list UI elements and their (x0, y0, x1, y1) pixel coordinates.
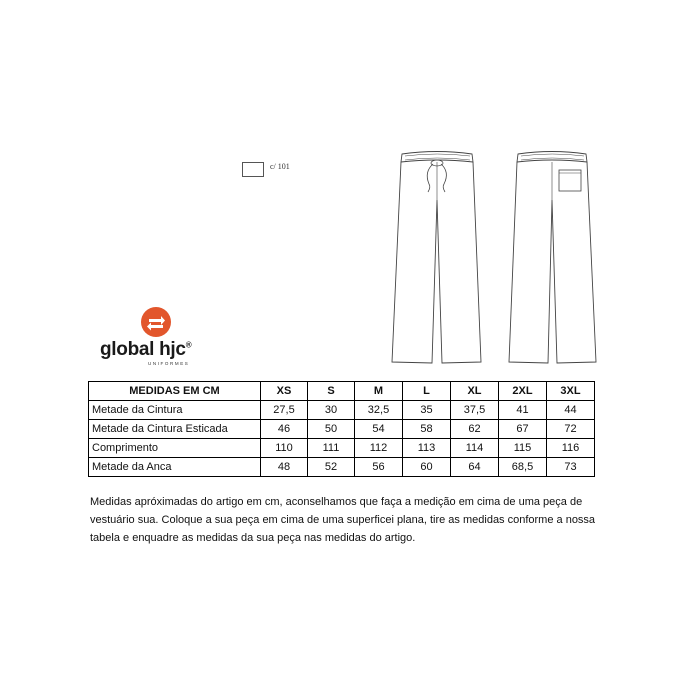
brand-logo-icon (140, 306, 172, 338)
table-cell: 62 (451, 420, 499, 439)
table-cell: 67 (499, 420, 547, 439)
table-cell: 27,5 (261, 401, 308, 420)
table-cell: 60 (403, 458, 451, 477)
table-cell: 64 (451, 458, 499, 477)
table-cell: 32,5 (355, 401, 403, 420)
row-label: Metade da Cintura Esticada (89, 420, 261, 439)
header-measures: MEDIDAS EM CM (89, 382, 261, 401)
row-label: Metade da Anca (89, 458, 261, 477)
header-size-xs: XS (261, 382, 308, 401)
brand-tagline: UNIFORMES (148, 361, 190, 366)
table-cell: 116 (547, 439, 595, 458)
header-size-2xl: 2XL (499, 382, 547, 401)
table-row (89, 458, 595, 477)
table-header-row (89, 382, 595, 401)
table-cell: 113 (403, 439, 451, 458)
table-row (89, 439, 595, 458)
header-size-l: L (403, 382, 451, 401)
table-cell: 58 (403, 420, 451, 439)
brand-name: global hjc® (100, 339, 192, 360)
header-size-3xl: 3XL (547, 382, 595, 401)
table-cell: 46 (261, 420, 308, 439)
table-cell: 111 (308, 439, 355, 458)
table-cell: 54 (355, 420, 403, 439)
table-cell: 110 (261, 439, 308, 458)
swatch-label: c/ 101 (270, 162, 290, 171)
row-label: Comprimento (89, 439, 261, 458)
row-label: Metade da Cintura (89, 401, 261, 420)
table-cell: 52 (308, 458, 355, 477)
brand-logo (96, 306, 226, 370)
table-cell: 48 (261, 458, 308, 477)
header-size-xl: XL (451, 382, 499, 401)
table-cell: 115 (499, 439, 547, 458)
trousers-drawing (380, 140, 620, 380)
table-cell: 112 (355, 439, 403, 458)
color-swatch (242, 162, 264, 177)
table-cell: 37,5 (451, 401, 499, 420)
table-cell: 68,5 (499, 458, 547, 477)
table-row (89, 420, 595, 439)
table-cell: 44 (547, 401, 595, 420)
table-cell: 41 (499, 401, 547, 420)
trousers-back-view (509, 152, 596, 364)
table-cell: 50 (308, 420, 355, 439)
table-cell: 30 (308, 401, 355, 420)
header-size-m: M (355, 382, 403, 401)
measurement-note: Medidas apróximadas do artigo em cm, aconselhamos que faça a medição em cima de uma peça de vestuário sua. Coloque a sua peça em cima de uma superficei plana, tire as medidas conforme a nossa tabela e enquadre as medidas da sua peça nas medidas do artigo. (90, 496, 596, 544)
table-cell: 35 (403, 401, 451, 420)
table-cell: 114 (451, 439, 499, 458)
table-cell: 73 (547, 458, 595, 477)
trousers-front-view (392, 152, 481, 364)
table-row (89, 401, 595, 420)
size-table (88, 381, 595, 477)
header-size-s: S (308, 382, 355, 401)
table-cell: 56 (355, 458, 403, 477)
table-cell: 72 (547, 420, 595, 439)
